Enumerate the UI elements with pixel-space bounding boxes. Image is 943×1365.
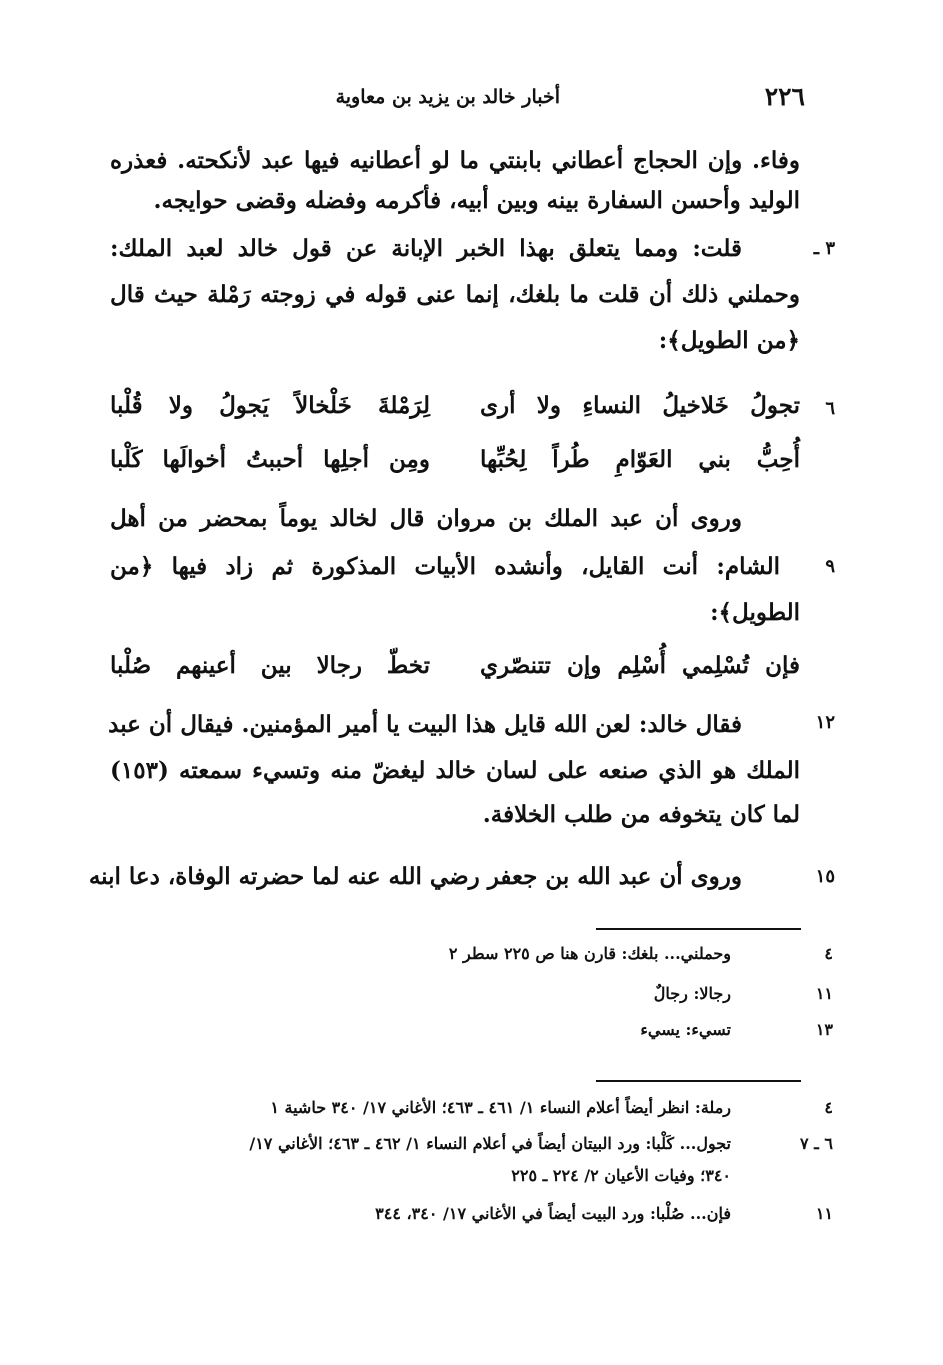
apparatus-line-number: ١١ [815,984,833,1003]
line-number: ٦ [825,398,835,419]
footnote-entry [0,1098,943,1122]
apparatus-text: رجالا: رجالٌ [653,984,731,1003]
running-title: أخبار خالد بن يزيد بن معاوية [335,86,560,108]
text-line: الشام: أنت القايل، وأنشده الأبيات المذكورة ثم زاد فيها ﴿من [110,553,780,580]
line-number: ٩ [825,556,835,577]
verse-hemistich: لِرَمْلةَ خَلْخالاً يَجولُ ولا قُلْبا [110,392,430,419]
page-header [100,82,805,122]
verse-hemistich: تجولُ خَلاخيلُ النساءِ ولا أرى [480,392,800,419]
apparatus-text: تسيء: يسيء [640,1020,731,1039]
text-line: وحملني ذلك أن قلت ما بلغك، إنما عنى قوله في زوجته رَمْلة حيث قال [110,281,800,308]
footnote-text: فإن... صُلْبا: ورد البيت أيضاً في الأغاني ١٧/ ٣٤٠، ٣٤٤ [375,1204,731,1223]
apparatus-text: وحملني... بلغك: قارن هنا ص ٢٢٥ سطر ٢ [448,944,731,963]
verse-line [110,446,800,480]
footnote-line-number: ٦ ـ ٧ [799,1134,833,1153]
text-line: ﴿من الطويل﴾: [658,327,800,354]
text-line: لما كان يتخوفه من طلب الخلافة. [482,801,800,828]
verse-hemistich: أُحِبُّ بني العَوّامِ طُراً لِحُبِّها [480,446,800,473]
text-line: الوليد وأحسن السفارة بينه وبين أبيه، فأكرمه وفضله وقضى حوايجه. [153,187,800,214]
verse-hemistich: تخطّ رجالا بين أعينهم صُلْبا [110,652,430,679]
apparatus-entry [0,984,943,1008]
verse-line [110,392,800,426]
text-line: الطويل﴾: [710,599,800,626]
footnote-text: تجول... كَلْبا: ورد البيتان أيضاً في أعلام النساء ١/ ٤٦٢ ـ ٤٦٣؛ الأغاني ١٧/ [249,1134,731,1153]
verse-hemistich: فإن تُسْلِمي أُسْلِم وإن تتنصّري [480,652,800,679]
footnote-entry [0,1204,943,1228]
verse-line [110,652,800,686]
apparatus-line-number: ١٣ [815,1020,833,1039]
text-line: قلت: ومما يتعلق بهذا الخبر الإبانة عن قول خالد لعبد الملك: [110,235,742,262]
footnote-text: رملة: انظر أيضاً أعلام النساء ١/ ٤٦١ ـ ٤٦٣؛ الأغاني ١٧/ ٣٤٠ حاشية ١ [270,1098,731,1117]
footnote-line-number: ٤ [824,1098,833,1117]
line-number: ٣ ـ [813,238,835,259]
text-line: وروى أن عبد الله بن جعفر رضي الله عنه لما حضرته الوفاة، دعا ابنه [88,863,742,890]
footnote-entry [0,1166,943,1190]
footnote-line-number: ١١ [815,1204,833,1223]
verse-hemistich: ومِن أجلِها أحببتُ أخوالَها كَلْبا [110,446,430,473]
apparatus-line-number: ٤ [824,944,833,963]
text-line: وروى أن عبد الملك بن مروان قال لخالد يوماً بمحضر من أهل [110,505,742,532]
text-line: فقال خالد: لعن الله قايل هذا البيت يا أمير المؤمنين. فيقال أن عبد [108,711,742,738]
page-number: ٢٢٦ [764,82,805,111]
line-number: ١٥ [815,866,835,887]
text-line: وفاء. وإن الحجاج أعطاني بابنتي ما لو أعطانيه فيها عبد لأنكحته. فعذره [110,147,800,174]
footnote-rule [596,1080,801,1082]
apparatus-rule [596,928,801,930]
footnote-entry [0,1134,943,1158]
footnote-text: ٣٤٠؛ وفيات الأعيان ٢/ ٢٢٤ ـ ٢٢٥ [511,1166,731,1185]
text-line: الملك هو الذي صنعه على لسان خالد ليغضّ منه وتسيء سمعته (١٥٣) [110,757,800,784]
apparatus-entry [0,944,943,968]
apparatus-entry [0,1020,943,1044]
line-number: ١٢ [815,712,835,733]
